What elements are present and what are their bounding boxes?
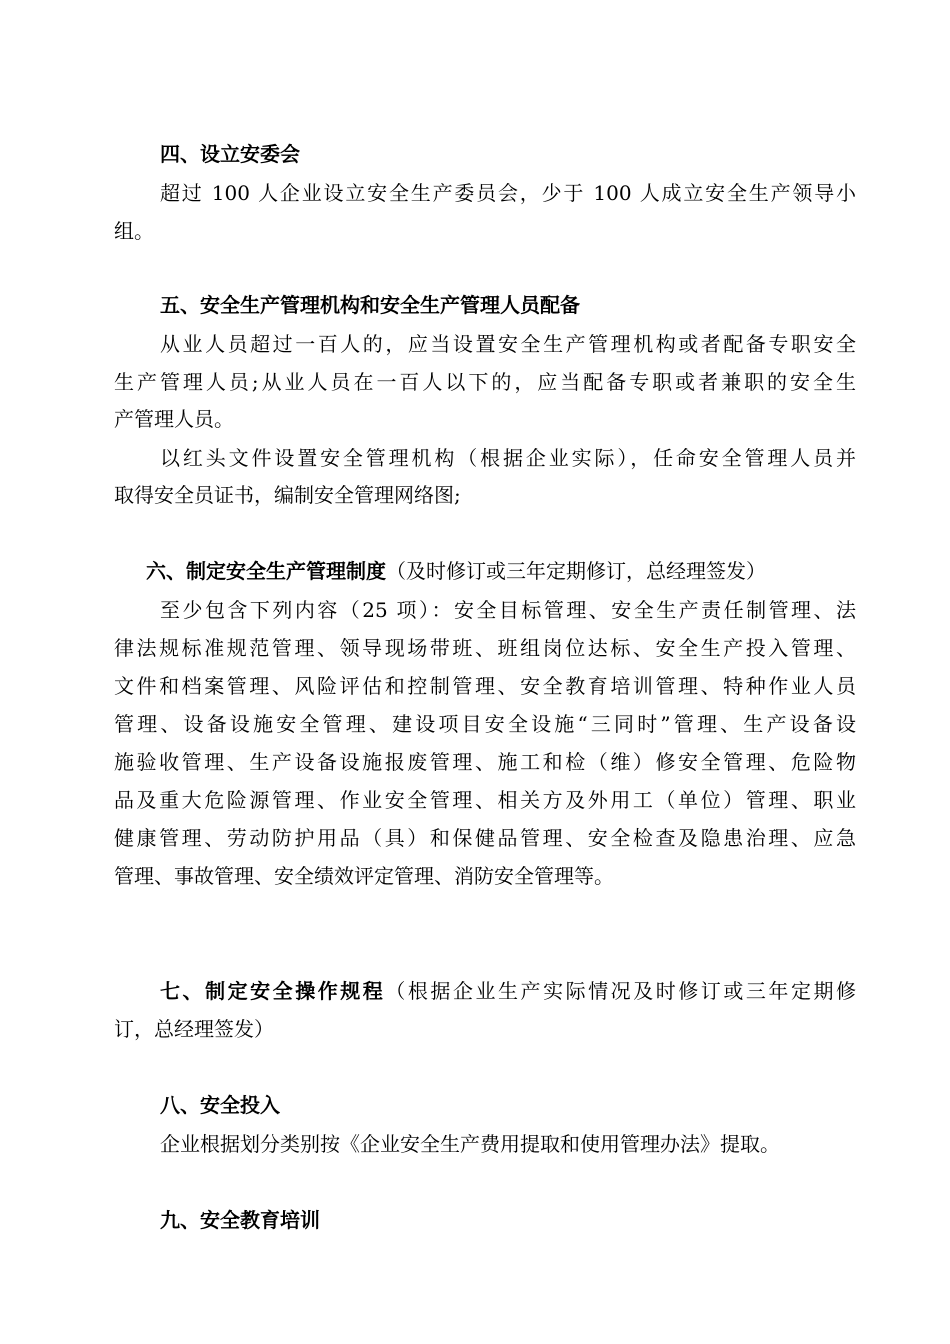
section-heading-7: 七、制定安全操作规程 (160, 979, 386, 1003)
paragraph-line: 至少包含下列内容（25 项）：安全目标管理、安全生产责任制管理、法 (160, 598, 856, 622)
section-heading-6: 六、制定安全生产管理制度 (146, 559, 386, 583)
section-heading-4: 四、设立安委会 (160, 142, 300, 166)
section-heading-7-row (160, 978, 856, 1004)
paragraph-line: 企业根据划分类别按《企业安全生产费用提取和使用管理办法》提取。 (160, 1132, 780, 1156)
section-heading-note-cont: 订，总经理签发） (114, 1017, 274, 1041)
section-heading-9: 九、安全教育培训 (160, 1208, 320, 1232)
paragraph-line: 从业人员超过一百人的，应当设置安全生产管理机构或者配备专职安全 (160, 332, 856, 356)
paragraph-line: 施验收管理、生产设备设施报废管理、施工和检（维）修安全管理、危险物 (114, 750, 856, 774)
paragraph-line: 律法规标准规范管理、领导现场带班、班组岗位达标、安全生产投入管理、 (114, 636, 856, 660)
paragraph-line: 组。 (114, 219, 154, 243)
paragraph-line: 管理、设备设施安全管理、建设项目安全设施“三同时”管理、生产设备设 (114, 712, 856, 736)
section-heading-note: （根据企业生产实际情况及时修订或三年定期修 (385, 979, 857, 1003)
paragraph-line: 管理、事故管理、安全绩效评定管理、消防安全管理等。 (114, 864, 614, 888)
section-heading-5: 五、安全生产管理机构和安全生产管理人员配备 (160, 293, 580, 317)
section-heading-6-row (146, 558, 766, 584)
paragraph-line: 产管理人员。 (114, 407, 234, 431)
paragraph-line: 以红头文件设置安全管理机构（根据企业实际），任命安全管理人员并 (160, 446, 856, 470)
paragraph-line: 健康管理、劳动防护用品（具）和保健品管理、安全检查及隐患治理、应急 (114, 826, 856, 850)
paragraph-line: 品及重大危险源管理、作业安全管理、相关方及外用工（单位）管理、职业 (114, 788, 856, 812)
paragraph-line: 生产管理人员;从业人员在一百人以下的，应当配备专职或者兼职的安全生 (114, 370, 856, 394)
section-heading-note: （及时修订或三年定期修订，总经理签发） (386, 559, 766, 583)
section-heading-8: 八、安全投入 (160, 1093, 280, 1117)
paragraph-line: 取得安全员证书，编制安全管理网络图; (114, 483, 461, 507)
paragraph-line: 文件和档案管理、风险评估和控制管理、安全教育培训管理、特种作业人员 (114, 674, 856, 698)
paragraph-line: 超过 100 人企业设立安全生产委员会，少于 100 人成立安全生产领导小 (160, 181, 856, 205)
